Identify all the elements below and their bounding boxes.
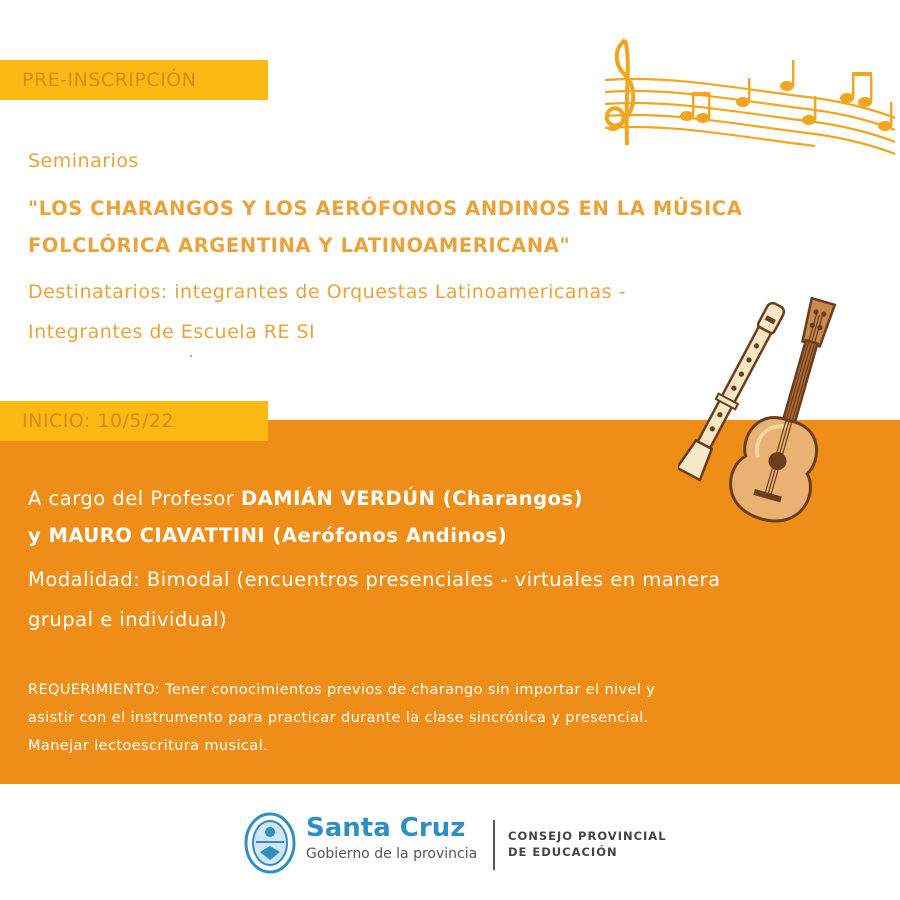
profesores-text [28,480,848,554]
seminar-title-line1: "LOS CHARANGOS Y LOS AERÓFONOS ANDINOS EN LA MÚSICA [28,197,743,220]
modalidad-text [28,560,858,640]
inicio-tag: INICIO: 10/5/22 [0,401,268,441]
modalidad-line2: grupal e individual) [28,608,228,631]
santa-cruz-brand [306,812,477,864]
consejo-line1: CONSEJO PROVINCIAL [508,829,667,843]
modalidad-line1: Modalidad: Bimodal (encuentros presenciales - virtuales en manera [28,568,721,591]
profesor-damian: DAMIÁN VERDÚN (Charangos) [240,487,583,510]
requerimiento-line1: REQUERIMIENTO: Tener conocimientos previos de charango sin importar el nivel y [28,682,656,698]
destinatarios-text [28,272,788,352]
requerimiento-text [28,676,848,760]
pre-inscripcion-tag: PRE-INSCRIPCIÓN [0,60,268,100]
consejo-label [508,828,667,860]
cargo-prefix: A cargo del Profesor [28,487,241,510]
music-staff-icon [595,20,900,155]
requerimiento-line3: Manejar lectoescritura musical. [28,738,269,754]
destinatarios-line2: Integrantes de Escuela RE SI [28,321,316,343]
seminar-title-line2: FOLCLÓRICA ARGENTINA Y LATINOAMERICANA" [28,234,571,257]
santa-cruz-shield-icon [244,812,296,874]
dot-mark [190,355,192,357]
requerimiento-line2: asistir con el instrumento para practicar durante la clase sincrónica y presencial. [28,710,649,726]
consejo-line2: DE EDUCACIÓN [508,845,618,859]
destinatarios-line1: Destinatarios: integrantes de Orquestas Latinoamericanas - [28,281,626,303]
profesor-mauro: y MAURO CIAVATTINI (Aerófonos Andinos) [28,524,508,547]
seminarios-label: Seminarios [28,150,139,172]
brand-subtitle: Gobierno de la provincia [306,846,478,862]
brand-name: Santa Cruz [306,813,466,843]
profesores-line1 [28,480,848,517]
seminar-title [28,190,868,264]
profesores-line2 [28,517,848,554]
footer-divider [493,820,495,870]
